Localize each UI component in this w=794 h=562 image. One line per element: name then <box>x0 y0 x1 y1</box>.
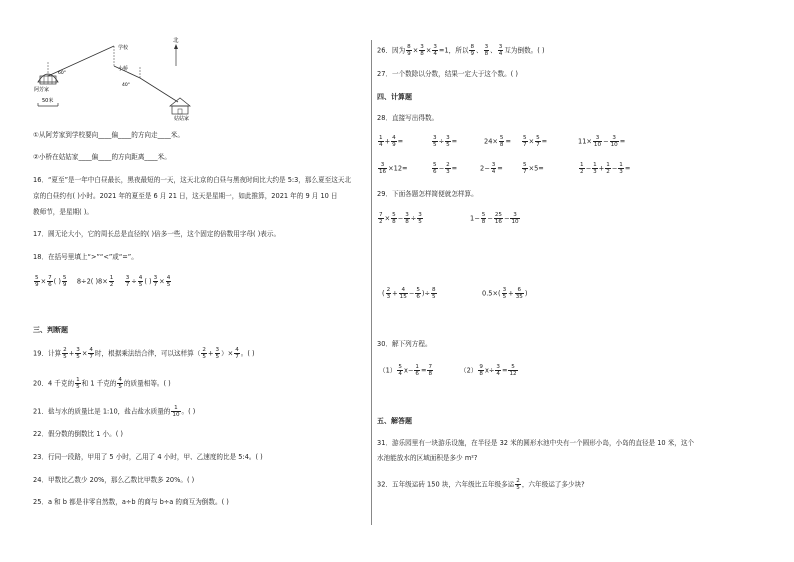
q16-line2: 京的白昼约有( )小时。2021 年的夏至是 6 月 21 日，这天是星期一，如此推算，2021 年的 9 月 10 日 <box>33 192 338 200</box>
q28: 28．直接写出得数。 <box>377 114 439 122</box>
q30: 30．解下列方程。 <box>377 340 432 348</box>
q28-item-1: $\frac{1}{4}$ + $\frac{4}{9}$ = <box>379 135 404 148</box>
bridge-label: 小桥 <box>118 66 129 72</box>
q20: 20．4 千克的 $\frac{1}{5}$ 和 1 千克的 $\frac{4}{5}$ 的质量相等。( ) <box>33 377 171 390</box>
section3-heading: 三、判断题 <box>33 326 68 334</box>
q24: 24．甲数比乙数少 20%，那么乙数比甲数多 20%。( ) <box>33 476 195 484</box>
q29-item-4: 0.5×( $\frac{3}{5}$ + $\frac{6}{35}$ ) <box>482 287 528 300</box>
q29-item-2: 1− $\frac{5}{8}$ − $\frac{25}{16}$ − $\frac{3}{10}$ <box>470 212 519 225</box>
q16-line3: 教师节，是星期( )。 <box>33 208 93 216</box>
section5-heading: 五、解答题 <box>377 417 412 425</box>
q28-item-7: $\frac{5}{6}$ − $\frac{2}{3}$ = <box>433 162 458 175</box>
q28-item-6: $\frac{3}{16}$ ×12= <box>379 162 408 175</box>
q26: 26．因为 $\frac{8}{9}$ × $\frac{3}{8}$ × $\frac{3}{4}$ =1，所以 $\frac{8}{9}$ 、 $\frac{3}{8}$ 、 $\frac{3}{4}$ 互为倒数。( ) <box>377 44 545 57</box>
q28-item-3: 24× $\frac{5}{8}$ = <box>484 135 512 148</box>
q18-comparisons: $\frac{5}{9}$ × $\frac{7}{6}$ ( ) $\frac{5}{9}$ 8÷2( )8× $\frac{1}{2}$ $\frac{3}{7}$ ÷ $\frac{4}{5}$ ( ) $\frac{3}{7}$ × $\frac{4}{5}$ <box>35 275 171 288</box>
q32: 32．五年级运砖 150 块，六年级比五年级多运 $\frac{2}{5}$ ，六年级运了多少块? <box>377 478 585 491</box>
home-b-label: 姑姑家 <box>174 116 190 122</box>
q31-line1: 31．游乐园里有一块游乐设施，在半径是 32 米的圆形水池中央有一个圆形小岛，小岛的直径是 10 米，这个 <box>377 439 695 447</box>
q29: 29．下面各题怎样简便就怎样算。 <box>377 190 478 198</box>
q15-part1: ①从阿芳家到学校要向____偏____的方向走____米。 <box>33 131 184 139</box>
q22: 22．假分数的倒数比 1 小。( ) <box>33 430 123 438</box>
q21: 21．盐与水的质量比是 1:10，盐占盐水质量的 $\frac{1}{10}$ 。( ) <box>33 405 196 418</box>
q30-eq2: （2） $\frac{9}{8}$ x÷ $\frac{3}{4}$ = $\frac{5}{12}$ <box>460 364 517 377</box>
q29-item-3: ( $\frac{2}{3}$ + $\frac{4}{15}$ − $\frac{5}{6}$ )÷ $\frac{8}{5}$ <box>382 287 436 300</box>
home-a-label: 阿芳家 <box>34 87 50 93</box>
q25: 25．a 和 b 都是非零自然数，a÷b 的商与 b÷a 的商互为倒数。( ) <box>33 498 229 506</box>
q15-part2: ②小桥在姑姑家____偏____的方向距离____米。 <box>33 153 171 161</box>
north-label: 北 <box>173 38 179 44</box>
q28-item-4: $\frac{5}{7}$ × $\frac{5}{7}$ = <box>523 135 548 148</box>
scale-label: 50米 <box>42 98 54 104</box>
q19: 19．计算 $\frac{2}{5}$ + $\frac{3}{5}$ × $\frac{4}{7}$ 时，根据乘法结合律，可以这样算（ $\frac{2}{5}$ + $\frac{3}{5}$ ）× $\frac{4}{7}$ 。( ) <box>33 347 255 360</box>
q28-item-5: 11× $\frac{3}{10}$ − $\frac{3}{10}$ = <box>578 135 626 148</box>
q31-line2: 水池能放水的区域面积是多少 m²? <box>377 454 478 462</box>
q16-line1: 16．“夏至”是一年中白昼最长，黑夜最短的一天，这天北京的白昼与黑夜时间比大约是 5:3，那么夏至这天北 <box>33 176 352 184</box>
direction-map-diagram <box>28 36 218 126</box>
q28-item-9: $\frac{5}{7}$ ×5= <box>523 162 544 175</box>
q28-item-8: 2− $\frac{3}{4}$ = <box>480 162 503 175</box>
q18: 18．在括号里填上“>”“<”或“=”。 <box>33 253 138 261</box>
q29-item-1: $\frac{7}{2}$ × $\frac{5}{8}$ − $\frac{3}{8}$ ÷ $\frac{3}{5}$ <box>379 212 422 225</box>
q28-item-2: $\frac{3}{5}$ ÷ $\frac{3}{5}$ = <box>433 135 458 148</box>
q17: 17．圆无论大小，它的周长总是直径的( )倍多一些，这个固定的倍数用字母( )表示。 <box>33 230 281 238</box>
q27: 27．一个数除以分数，结果一定大于这个数。( ) <box>377 70 518 78</box>
section4-heading: 四、计算题 <box>377 93 412 101</box>
q30-eq1: （1） $\frac{5}{4}$ x− $\frac{1}{6}$ = $\frac{7}{8}$ <box>379 364 433 377</box>
angle-a-label: 60° <box>58 71 66 76</box>
q28-item-10: $\frac{1}{2}$ − $\frac{1}{3}$ + $\frac{1}{2}$ − $\frac{1}{3}$ = <box>580 162 631 175</box>
column-divider <box>371 40 372 525</box>
q23: 23．行同一段路，甲用了 5 小时，乙用了 4 小时，甲、乙速度的比是 5:4。( ) <box>33 453 263 461</box>
school-label: 学校 <box>118 45 129 51</box>
angle-b-label: 40° <box>122 83 130 88</box>
